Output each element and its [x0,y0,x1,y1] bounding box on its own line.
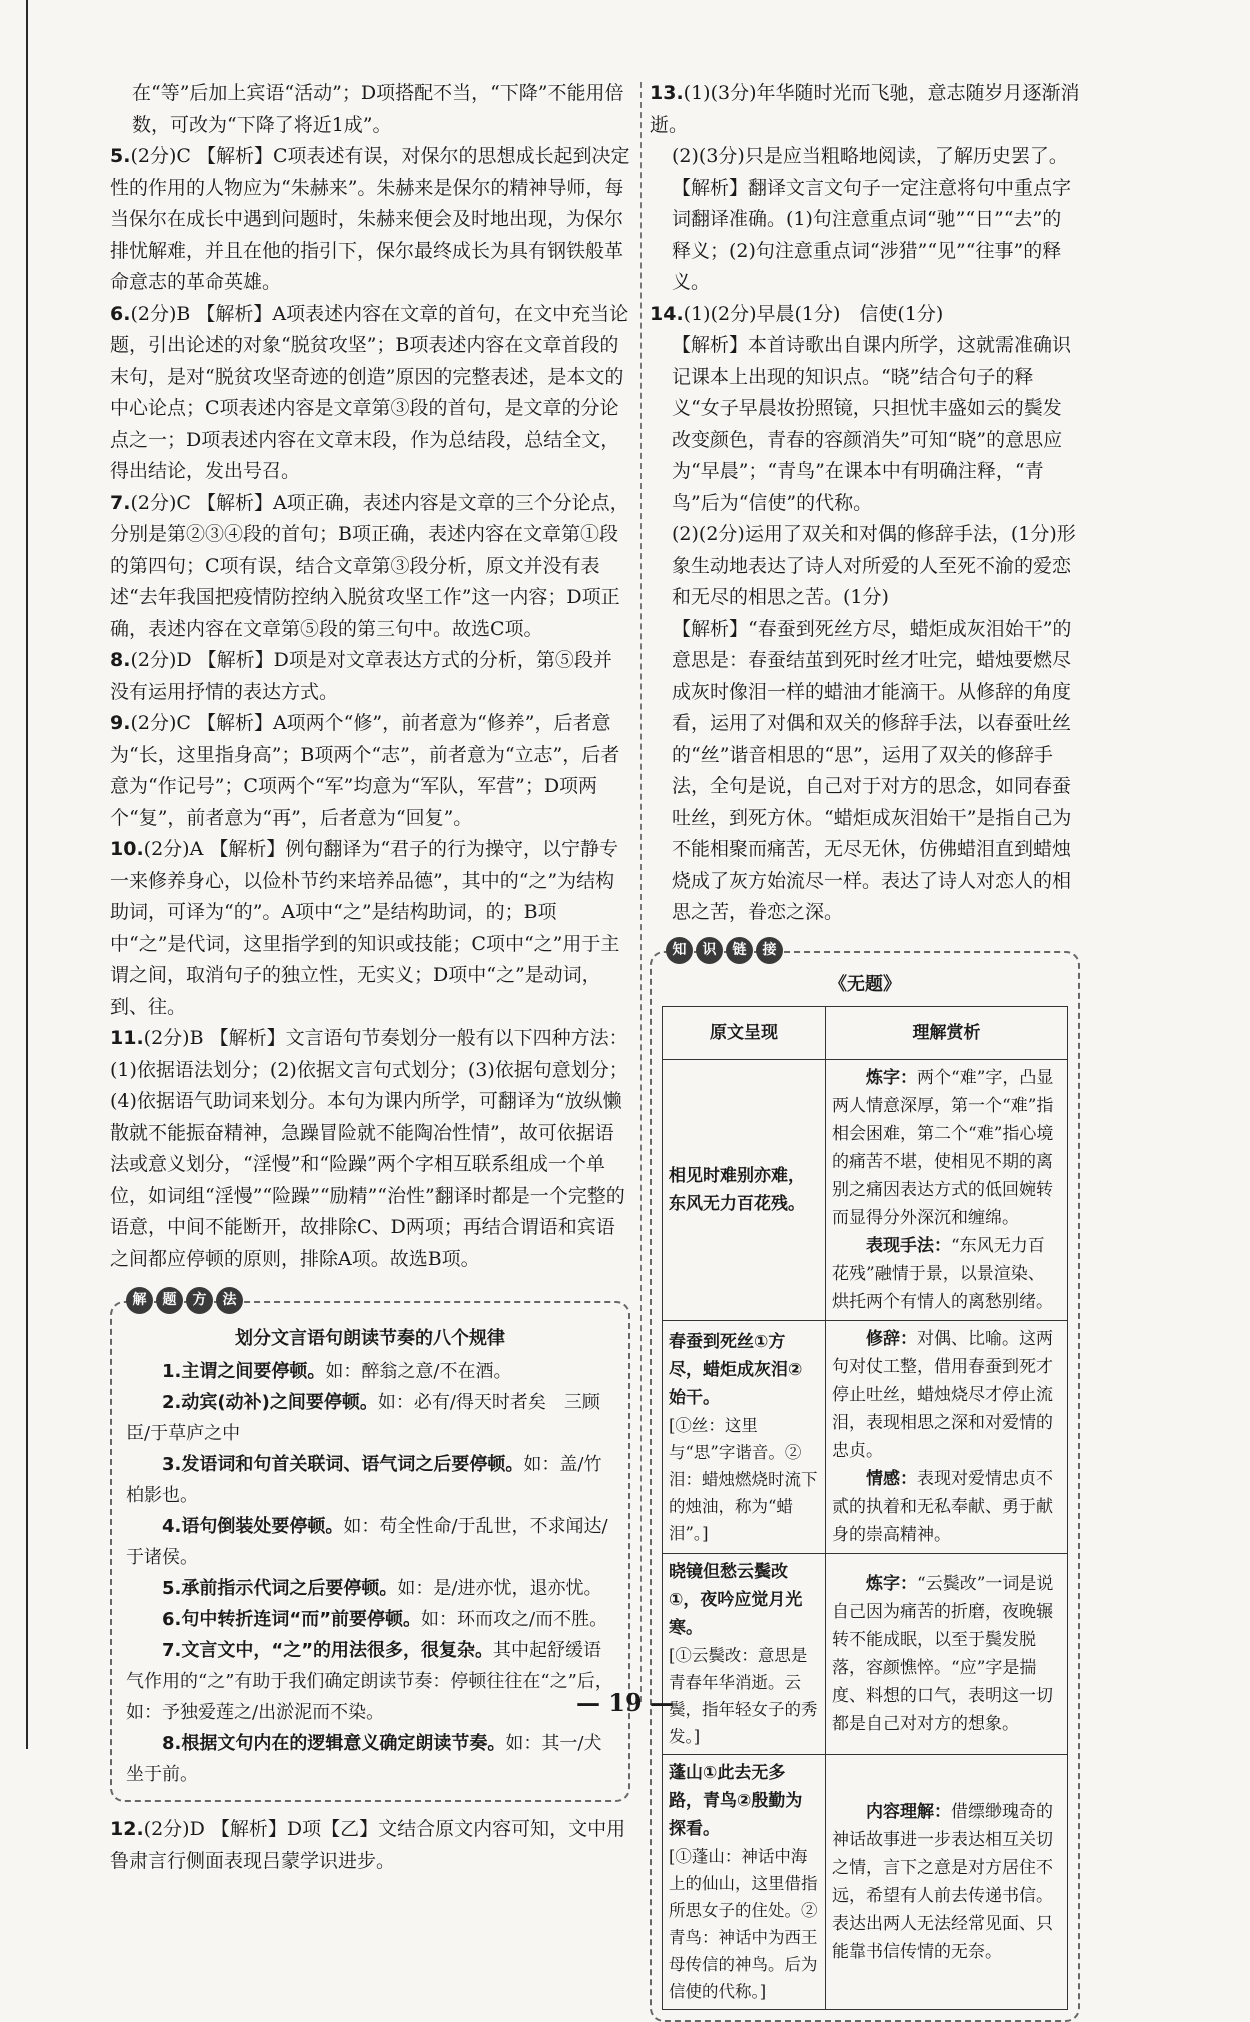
item-number: 8. [110,649,130,671]
rule-example: 如：是/进亦忧，退亦忧。 [397,1578,601,1599]
item-number: 14. [650,303,684,325]
appreciation-text: 借缥缈瑰奇的神话故事进一步表达相互关切之情，言下之意是对方居住不远，希望有人前去传递书信。表达出两人无法经常见面、只能靠书信传情的无奈。 [832,1802,1053,1962]
item-text: (2分)D 【解析】D项【乙】文结合原文内容可知，文中用鲁肃言行侧面表现吕蒙学识进步。 [110,1818,625,1872]
rule-example: 如：环而攻之/而不胜。 [421,1609,607,1630]
original-text-cell [663,1321,826,1554]
item-text: (2分)C 【解析】A项正确，表述内容是文章的三个分论点，分别是第②③④段的首句；B项正确，表述内容在文章第①段的第四句；C项有误，结合文章第③段分析，原文并没有表述“去年我国把疫情防控纳入脱贫攻坚工作”这一内容；D项正确，表述内容在文章第⑤段的第三句中。故选C项。 [110,492,629,640]
item-number: 5. [110,145,130,167]
item-text: (2分)B 【解析】文言语句节奏划分一般有以下四种方法：(1)依据语法划分；(2)依据文言句式划分；(3)依据句意划分；(4)依据语气助词来划分。本句为课内所学，可翻译为“放纵懒散就不能振奋精神，急躁冒险就不能陶冶性情”，故可依据语法或意义划分，“淫慢”和“险躁”两个字相互联系组成一个单位，如词组“淫慢”“险躁”“励精”“治性”翻译时都是一个完整的语意，中间不能断开，故排除C、D两项；再结合谓语和宾语之间都应停顿的原则，排除A项。故选B项。 [110,1027,628,1270]
method-rule [126,1449,614,1511]
appreciation-paragraph [832,1465,1061,1549]
original-text-cell [663,1060,826,1321]
appreciation-label: 内容理解： [866,1802,951,1822]
method-box [110,1301,630,1802]
rule-heading: 2.动宾(动补)之间要停顿。 [162,1392,378,1413]
annotation-note: [①丝：这里与“思”字谐音。②泪：蜡烛燃烧时流下的烛油，称为“蜡泪”。] [669,1412,819,1547]
tag-char: 链 [726,937,753,964]
column-header-original: 原文呈现 [663,1007,826,1060]
rule-heading: 6.句中转折连词“而”前要停顿。 [162,1609,421,1630]
tag-char: 知 [666,937,693,964]
tag-char: 法 [216,1287,243,1314]
item-number: 13. [650,82,684,104]
item-number: 10. [110,838,144,860]
knowledge-link-box [650,951,1080,2022]
table-row [663,1755,1068,2010]
answer-list-right [650,78,1080,929]
method-rule [126,1728,614,1790]
rule-example: 如：其一/犬坐于前。 [126,1733,601,1785]
table-row [663,1321,1068,1554]
item-text: (2分)C 【解析】C项表述有误，对保尔的思想成长起到决定性的作用的人物应为“朱赫来”。朱赫来是保尔的精神导师，每当保尔在成长中遇到问题时，朱赫来便会及时地出现，为保尔排忧解难，并且在他的指引下，保尔最终成长为具有钢铁般革命意志的革命英雄。 [110,145,629,293]
appreciation-label: 炼字： [866,1068,917,1088]
answer-item [110,488,630,646]
answer-list-left [110,78,630,1275]
appreciation-cell [826,1321,1068,1554]
item-text: 【解析】翻译文言文句子一定注意将句中重点字词翻译准确。(1)句注意重点词“驰”“日”“去”的释义；(2)句注意重点词“涉猎”“见”“往事”的释义。 [672,177,1071,294]
answer-item [650,519,1080,614]
table-header-row [663,1007,1068,1060]
left-column [110,78,630,1877]
appreciation-text: “东风无力百花残”融情于景，以景渲染、烘托两个有情人的离愁别绪。 [832,1236,1053,1312]
appreciation-text: 表现对爱情忠贞不贰的执着和无私奉献、勇于献身的崇高精神。 [832,1469,1053,1545]
answer-item [650,614,1080,929]
poem-lines: 蓬山①此去无多路，青鸟②殷勤为探看。 [669,1759,819,1843]
right-column [650,78,1080,2022]
method-rule [126,1387,614,1449]
appreciation-label: 修辞： [866,1329,917,1349]
answer-item [650,141,1080,173]
answer-item [110,78,630,141]
appreciation-cell [826,1554,1068,1755]
appreciation-paragraph [832,1064,1061,1232]
link-box-tag [666,937,783,964]
method-box-title: 划分文言语句朗读节奏的八个规律 [126,1323,614,1354]
annotation-note: [①蓬山：神话中海上的仙山，这里借指所思女子的住处。②青鸟：神话中为西王母传信的神鸟。后为信使的代称。] [669,1843,819,2005]
item-text: (2)(2分)运用了双关和对偶的修辞手法，(1分)形象生动地表达了诗人对所爱的人至死不渝的爱恋和无尽的相思之苦。(1分) [672,523,1076,608]
tag-char: 方 [186,1287,213,1314]
original-text-cell [663,1554,826,1755]
item-text: 【解析】“春蚕到死丝方尽，蜡炬成灰泪始干”的意思是：春蚕结茧到死时丝才吐完，蜡烛要燃尽成灰时像泪一样的蜡油才能滴干。从修辞的角度看，运用了对偶和双关的修辞手法，以春蚕吐丝的“丝”谐音相思的“思”，运用了双关的修辞手法，全句是说，自己对于对方的思念，如同春蚕吐丝，到死方休。“蜡炬成灰泪始干”是指自己为不能相聚而痛苦，无尽无休，仿佛蜡泪直到蜡烛烧成了灰方始流尽一样。表达了诗人对恋人的相思之苦，眷恋之深。 [672,618,1071,924]
appreciation-label: 情感： [866,1469,917,1489]
page-number: — 19 — [0,1688,1250,1717]
appreciation-text: 两个“难”字，凸显两人情意深厚，第一个“难”指相会困难，第二个“难”指心境的痛苦不堪，使相见不期的离别之痛因表达方式的低回婉转而显得分外深沉和缠绵。 [832,1068,1053,1228]
poem-title: 《无题》 [662,969,1068,1001]
tag-char: 解 [126,1287,153,1314]
annotation-note: [①云鬓改：意思是青春年华消逝。云鬓，指年轻女子的秀发。] [669,1642,819,1750]
item-text: (2分)B 【解析】A项表述内容在文章的首句，在文中充当论题，引出论述的对象“脱贫攻坚”；B项表述内容在文章首段的末句，是对“脱贫攻坚奇迹的创造”原因的完整表述，是本文的中心论点；C项表述内容是文章第③段的首句，是文章的分论点之一；D项表述内容在文章末段，作为总结段，总结全文，得出结论，发出号召。 [110,303,628,483]
rule-heading: 7.文言文中，“之”的用法很多，很复杂。 [162,1640,493,1661]
answer-item [650,330,1080,519]
item-number: 12. [110,1818,144,1840]
rule-example: 如：必有/得天时者矣 三顾臣/于草庐之中 [126,1392,600,1444]
rule-heading: 1.主谓之间要停顿。 [162,1361,325,1382]
appreciation-paragraph [832,1798,1061,1966]
table-body [663,1060,1068,2010]
rule-example: 如：苟全性命/于乱世，不求闻达/于诸侯。 [126,1516,608,1568]
item-number: 11. [110,1027,144,1049]
appreciation-paragraph [832,1232,1061,1316]
rule-heading: 8.根据文句内在的逻辑意义确定朗读节奏。 [162,1733,505,1754]
column-divider [640,82,642,1702]
answer-item [110,299,630,488]
appreciation-paragraph [832,1325,1061,1465]
poem-lines: 晓镜但愁云鬓改①，夜吟应觉月光寒。 [669,1558,819,1642]
answer-item [110,1023,630,1275]
method-rule [126,1573,614,1604]
answer-item [650,173,1080,299]
appreciation-text: 对偶、比喻。这两句对仗工整，借用春蚕到死才停止吐丝，蜡烛烧尽才停止流泪，表现相思之深和对爱情的忠贞。 [832,1329,1053,1461]
item-text: (2分)D 【解析】D项是对文章表达方式的分析，第⑤段并没有运用抒情的表达方式。 [110,649,612,703]
answer-item [110,645,630,708]
appreciation-label: 炼字： [866,1574,917,1594]
answer-item [110,141,630,299]
rule-heading: 5.承前指示代词之后要停顿。 [162,1578,397,1599]
appreciation-text: “云鬓改”一词是说自己因为痛苦的折磨，夜晚辗转不能成眠，以至于鬓发脱落，容颜憔悴。“应”字是揣度、料想的口气，表明这一切都是自己对对方的想象。 [832,1574,1053,1734]
rule-heading: 4.语句倒装处要停顿。 [162,1516,343,1537]
poem-lines: 相见时难别亦难，东风无力百花残。 [669,1162,819,1218]
original-text-cell [663,1755,826,2010]
answer-item-12 [110,1814,630,1877]
tag-char: 接 [756,937,783,964]
rule-example: 如：醉翁之意/不在酒。 [325,1361,511,1382]
item-text: (2)(3分)只是应当粗略地阅读，了解历史罢了。 [672,145,1068,167]
method-box-tag [126,1287,243,1314]
item-text: 【解析】本首诗歌出自课内所学，这就需准确识记课本上出现的知识点。“晓”结合句子的释义“女子早晨妆扮照镜，只担忧丰盛如云的鬓发改变颜色，青春的容颜消失”可知“晓”的意思应为“早晨”；“青鸟”在课本中有明确注释，“青鸟”后为“信使”的代称。 [672,334,1071,514]
page-margin-line [26,0,28,1749]
tag-char: 题 [156,1287,183,1314]
method-rule [126,1604,614,1635]
poem-lines: 春蚕到死丝①方尽，蜡炬成灰泪②始干。 [669,1328,819,1412]
method-rule [126,1356,614,1387]
rule-heading: 3.发语词和句首关联词、语气词之后要停顿。 [162,1454,523,1475]
tag-char: 识 [696,937,723,964]
poem-analysis-table [662,1006,1068,2010]
item-text: 在“等”后加上宾语“活动”；D项搭配不当，“下降”不能用倍数，可改为“下降了将近1成”。 [132,82,624,136]
appreciation-label: 表现手法： [866,1236,951,1256]
appreciation-cell [826,1060,1068,1321]
item-text: (2分)A 【解析】例句翻译为“君子的行为操守，以宁静专一来修养身心，以俭朴节约来培养品德”，其中的“之”为结构助词，可译为“的”。A项中“之”是结构助词，的；B项中“之”是代词，这里指学到的知识或技能；C项中“之”用于主谓之间，取消句子的独立性，无实义；D项中“之”是动词，到、往。 [110,838,619,1018]
item-text: (2分)C 【解析】A项两个“修”，前者意为“修养”，后者意为“长，这里指身高”；B项两个“志”，前者意为“立志”，后者意为“作记号”；C项两个“军”均意为“军队，军营”；D项两个“复”，前者意为“再”，后者意为“回复”。 [110,712,619,829]
item-text: (1)(2分)早晨(1分) 信使(1分) [684,303,944,325]
appreciation-cell [826,1755,1068,2010]
item-number: 9. [110,712,130,734]
item-text: (1)(3分)年华随时光而飞驰，意志随岁月逐渐消逝。 [650,82,1080,136]
answer-item [650,78,1080,141]
rule-example: 其中起舒缓语气作用的“之”有助于我们确定朗读节奏：停顿往往在“之”后，如：予独爱莲之/出淤泥而不染。 [126,1640,613,1723]
item-number: 7. [110,492,130,514]
answer-item [110,708,630,834]
item-number: 6. [110,303,130,325]
answer-item [650,299,1080,331]
method-rule [126,1511,614,1573]
column-header-appreciation: 理解赏析 [826,1007,1068,1060]
table-row [663,1554,1068,1755]
method-rules [126,1356,614,1790]
rule-example: 如：盖/竹柏影也。 [126,1454,601,1506]
answer-item [110,834,630,1023]
table-row [663,1060,1068,1321]
